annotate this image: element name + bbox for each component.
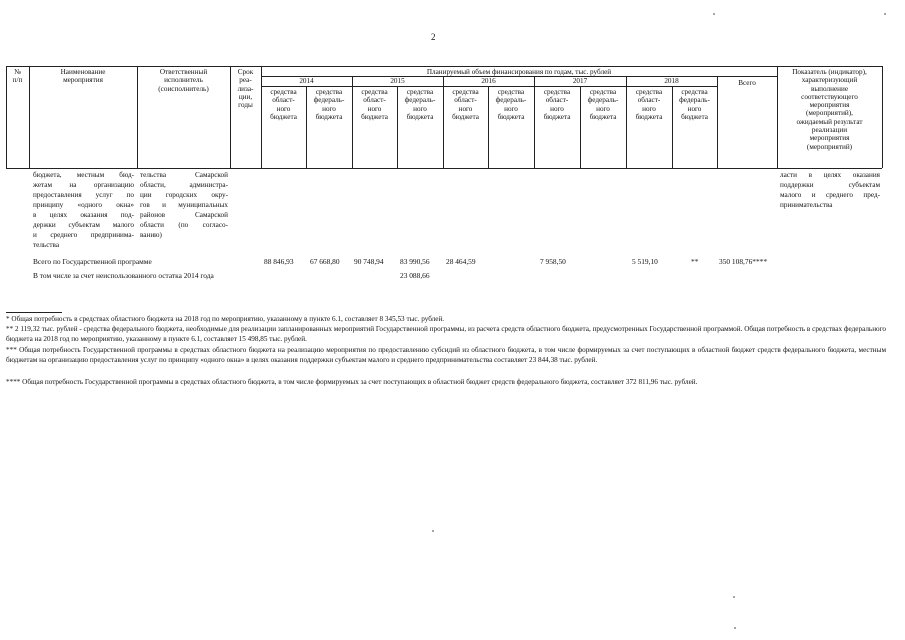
year-row-line	[261, 86, 717, 87]
sub-header-regional: средства област- ного бюджета	[635, 88, 663, 121]
name-line: принципу «одного окна»	[33, 201, 134, 209]
total-row-label: Всего по Государственной программе	[33, 257, 152, 266]
total-all: 350 108,76****	[719, 257, 768, 266]
sub-header-regional: средства област- ного бюджета	[270, 88, 297, 121]
total-2014-regional: 88 846,93	[264, 257, 294, 266]
continued-name-cell	[33, 170, 134, 250]
footnote-3: *** Общая потребность Государственной программы в средствах областного бюджета на реализацию мероприятия по предоставлению субсидий из областного бюджета, в том числе формируемых за счет поступающих в областной бюджет средств федерального бюджета, местным бюджетам на организацию предоставления услуг по принципу «одного окна» в целях оказания поддержки субъектам малого и среднего предпринимательства составляет 23 844,38 тыс. рублей.	[6, 346, 886, 364]
indicator-line: ласти в целях оказания	[780, 171, 880, 179]
responsible-line: области (по согласо-	[140, 221, 228, 229]
year-2015: 2015	[390, 77, 405, 85]
responsible-line: тельства Самарской	[140, 171, 228, 179]
indicator-line: принимательства	[780, 201, 833, 209]
year-2014: 2014	[299, 77, 314, 85]
sub-header-federal: средства федераль- ного бюджета	[679, 88, 710, 121]
sub-header-federal: средства федераль- ного бюджета	[495, 88, 527, 121]
page-number: 2	[431, 32, 436, 42]
footnote-separator	[6, 312, 62, 313]
name-line: в целях оказания под-	[33, 211, 134, 219]
total-2015-federal: 83 990,56	[400, 257, 430, 266]
sub-header-federal: средства федераль- ного бюджета	[313, 88, 345, 121]
total-2016-regional: 28 464,59	[446, 257, 476, 266]
year-2018: 2018	[664, 77, 679, 85]
responsible-line: ванию)	[140, 231, 162, 239]
total-2015-regional: 90 748,94	[354, 257, 384, 266]
indicator-line: малого и среднего пред-	[780, 191, 880, 199]
name-line: предоставления услуг по	[33, 191, 134, 199]
col-header-responsible: Ответственный исполнитель (соисполнитель)	[158, 68, 209, 93]
year-2017: 2017	[572, 77, 588, 85]
footnote-1: * Общая потребность в средствах областного бюджета на 2018 год по мероприятию, указанному в пункте 6.1, составляет 8 345,53 тыс. рублей.	[6, 315, 445, 323]
name-line: и среднего предпринима-	[33, 231, 134, 239]
name-line: бюджета, местным бюд-	[33, 171, 134, 179]
col-header-number: № п/п	[12, 68, 23, 85]
scan-speck	[713, 13, 715, 15]
sub-header-regional: средства област- ного бюджета	[361, 88, 388, 121]
scan-speck	[733, 596, 735, 598]
residual-2015-federal: 23 088,66	[400, 271, 430, 280]
total-2014-federal: 67 668,80	[310, 257, 340, 266]
responsible-line: ции городских окру-	[140, 191, 228, 199]
responsible-line: гов и муниципальных	[140, 201, 228, 209]
indicator-line: поддержки субъектам	[780, 181, 880, 189]
sub-header-regional: средства област- ного бюджета	[452, 88, 479, 121]
header-bottom-line	[6, 168, 882, 169]
col-header-total: Всего	[738, 79, 756, 87]
col-header-term: Срок реа- лиза- ции, годы	[237, 68, 254, 110]
col-header-planned-financing: Планируемый объем финансирования по годам, тыс. рублей	[426, 68, 612, 76]
scan-speck	[884, 13, 886, 15]
sub-header-federal: средства федераль- ного бюджета	[404, 88, 436, 121]
scan-speck	[734, 627, 736, 629]
col-header-name: Наименование мероприятия	[60, 68, 106, 85]
sub-header-federal: средства федераль- ного бюджета	[587, 88, 619, 121]
footnote-2: ** 2 119,32 тыс. рублей - средства федерального бюджета, необходимые для реализации запланированных мероприятий Государственной программы, из расчета средств областного бюджета, предусмотренных Государственной программой. Общая потребность в средствах федерального бюджета на 2018 год по мероприятию, указанному в пункте 6.1, составляет 15 498,85 тыс. рублей.	[6, 325, 886, 343]
footnote-4: **** Общая потребность Государственной программы в средствах областного бюджета, в том числе формируемых за счет поступающих в областной бюджет средств федерального бюджета, составляет 372 811,96 тыс. рублей.	[6, 378, 698, 386]
name-line: тельства	[33, 241, 60, 249]
scan-speck	[432, 530, 434, 532]
residual-row-label: В том числе за счет неиспользованного остатка 2014 года	[33, 271, 214, 280]
continued-responsible-cell	[140, 170, 228, 240]
sub-header-regional: средства област- ного бюджета	[543, 88, 571, 121]
total-2018-federal: **	[691, 257, 699, 266]
col-header-indicator: Показатель (индикатор), характеризующий выполнение соответствующего мероприятия (мероприятий), ожидаемый результат реализации мероприятия (мероприятий)	[792, 68, 867, 151]
total-2017-regional: 7 958,50	[540, 257, 566, 266]
name-line: держки субъектам малого	[33, 221, 134, 229]
responsible-line: области, администра-	[140, 181, 228, 189]
responsible-line: районов Самарской	[140, 211, 228, 219]
total-2018-regional: 5 519,10	[632, 257, 658, 266]
name-line: жетам на организацию	[33, 181, 134, 189]
year-2016: 2016	[481, 77, 496, 85]
continued-indicator-cell	[780, 170, 880, 210]
